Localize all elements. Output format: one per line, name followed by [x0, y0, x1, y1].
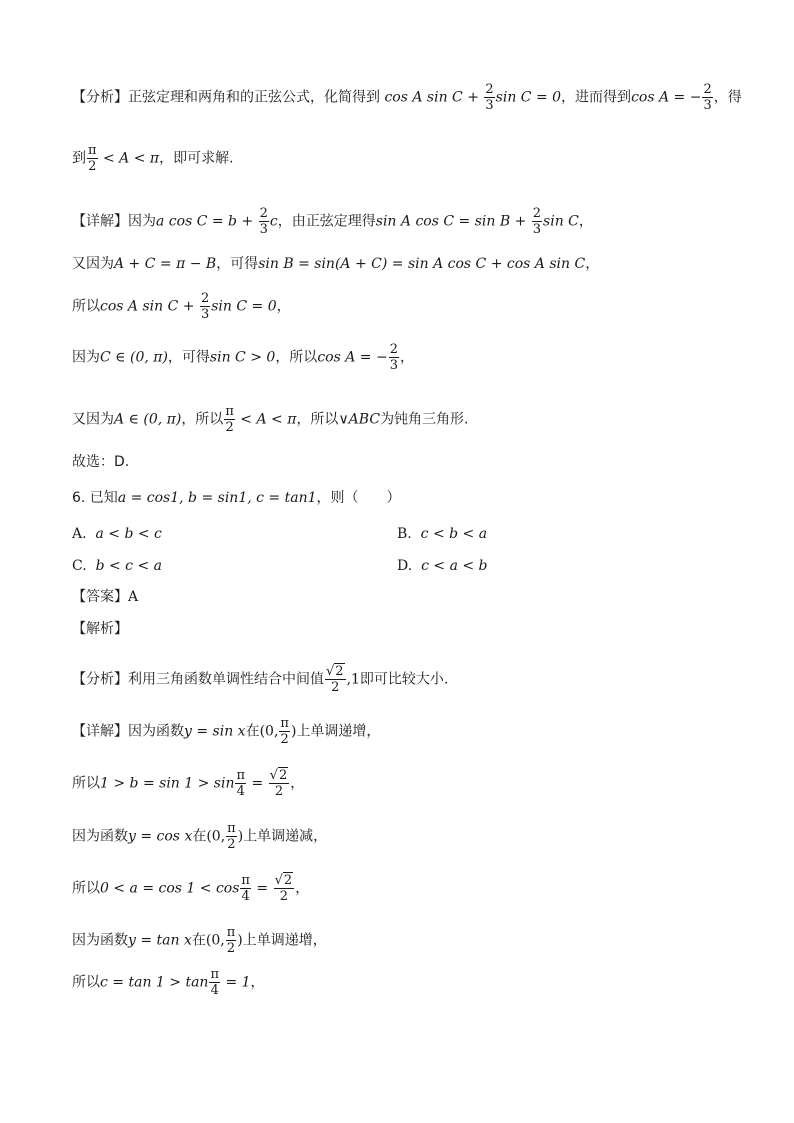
detail-text: 所以	[72, 974, 100, 991]
detail-text: 上单调递增，	[296, 723, 381, 740]
detail2-line-1	[72, 716, 734, 747]
math-expr: C ∈ (0, π)	[100, 349, 168, 366]
detail-text: 在	[245, 723, 260, 740]
fraction: $\frac{√2}{2}$	[274, 873, 293, 904]
math-expr: a cos C = b +	[156, 213, 258, 230]
math-expr: = 1	[221, 974, 251, 991]
analysis-text: ，即可求解.	[159, 150, 234, 167]
detail2-line-3	[72, 821, 734, 852]
question-text: 6. 已知	[72, 490, 118, 506]
math-expr: 1 > b = sin 1 > sin	[100, 775, 235, 792]
math-expr: ∨ABC	[338, 411, 381, 428]
option-label: C.	[72, 558, 87, 574]
fraction: $\frac{2}{3}$	[532, 206, 542, 237]
math-expr: cos A = −	[631, 89, 702, 106]
detail-text: ，	[276, 298, 291, 315]
detail-text: 因为函数	[128, 723, 184, 740]
detail-line-4	[72, 342, 734, 373]
math-expr: =	[251, 880, 273, 897]
detail-text: 所以	[72, 775, 100, 792]
answer-tag: 【答案】	[72, 589, 128, 605]
detail-text: 在	[192, 828, 207, 845]
analysis-text: ,1即可比较大小.	[346, 671, 449, 688]
detail-text: ，	[399, 349, 414, 366]
math-expr: c	[269, 213, 278, 230]
detail-line-5	[72, 404, 734, 435]
analysis-line-2	[72, 143, 734, 174]
detail-text: 所以	[72, 298, 100, 315]
detail-text: ，	[578, 213, 593, 230]
detail-text: 在	[191, 932, 206, 949]
detail-tag: 【详解】	[72, 723, 128, 740]
fraction: $\frac{√2}{2}$	[269, 768, 288, 799]
detail-text: ，可得	[167, 349, 210, 366]
math-expr: y = tan x	[128, 932, 192, 949]
fraction: $\frac{\pi}{2}$	[225, 404, 234, 435]
option-label: B.	[397, 526, 412, 542]
option-a	[72, 524, 162, 544]
detail-text: ，	[250, 974, 265, 991]
detail2-line-5	[72, 925, 734, 956]
detail-text: ，	[290, 775, 305, 792]
fraction: $\frac{2}{3}$	[259, 206, 268, 237]
detail-line-1	[72, 206, 734, 237]
detail-text: ，所以	[296, 411, 339, 428]
detail-text: 所以	[72, 880, 100, 897]
detail-text: 上单调递减，	[243, 828, 328, 845]
option-label: A.	[72, 526, 87, 542]
fraction: $\frac{2}{3}$	[200, 291, 210, 322]
detail-text: ，	[295, 880, 310, 897]
question-text: ，则（ ）	[316, 490, 401, 506]
analysis-text: 到	[72, 150, 86, 167]
detail-text: 因为	[128, 213, 156, 230]
detail2-line-2	[72, 768, 734, 799]
math-expr: < A < π	[235, 411, 297, 428]
fraction: $\frac{\pi}{4}$	[236, 768, 246, 799]
detail-text: 又因为	[72, 411, 114, 428]
fraction: $\frac{\pi}{4}$	[241, 873, 250, 904]
math-expr: (0,	[205, 932, 225, 949]
math-expr: A ∈ (0, π)	[114, 411, 182, 428]
detail-text: ，所以	[181, 411, 224, 428]
analysis-tag: 【分析】	[72, 89, 128, 106]
fraction: $\frac{\pi}{2}$	[280, 716, 289, 747]
math-expr: sin B = sin(A + C) = sin A cos C + cos A sin C	[258, 256, 586, 272]
answer-line	[72, 587, 734, 607]
option-b	[397, 524, 487, 544]
option-d	[397, 556, 488, 576]
option-expr: a < b < c	[95, 526, 162, 542]
fraction: $\frac{2}{3}$	[389, 342, 398, 373]
math-expr: sin C = 0	[495, 89, 562, 106]
detail-text: 又因为	[72, 256, 114, 272]
analysis-text: 正弦定理和两角和的正弦公式，化简得到	[128, 89, 380, 106]
analysis-line-1	[72, 82, 742, 113]
option-c	[72, 556, 162, 576]
detail-text: 因为	[72, 349, 100, 366]
math-expr: )	[290, 723, 297, 740]
fraction: $\frac{2}{3}$	[703, 82, 712, 113]
math-expr: (0,	[206, 828, 226, 845]
math-expr: cos A sin C +	[384, 89, 484, 106]
option-expr: c < b < a	[420, 526, 488, 542]
fraction: $\frac{\pi}{2}$	[227, 821, 236, 852]
detail-text: ，	[585, 256, 600, 272]
detail-text: ，所以	[275, 349, 318, 366]
option-expr: c < a < b	[421, 558, 488, 574]
detail2-line-6	[72, 967, 734, 998]
analysis-tag: 【分析】	[72, 671, 128, 688]
fraction: $\frac{\pi}{4}$	[210, 967, 219, 998]
detail2-line-4	[72, 873, 734, 904]
detail-text: 上单调递增，	[242, 932, 327, 949]
analysis2-line	[72, 664, 734, 695]
option-label: D.	[397, 558, 413, 574]
detail-text: 因为函数	[72, 828, 128, 845]
detail-text: ，由正弦定理得	[277, 213, 376, 230]
math-expr: sin A cos C = sin B +	[375, 213, 531, 230]
math-expr: =	[247, 775, 268, 792]
fraction: $\frac{\pi}{2}$	[226, 925, 236, 956]
detail-text: ，可得	[216, 256, 259, 272]
fraction: $\frac{√2}{2}$	[326, 664, 344, 695]
math-expr: sin C = 0	[211, 298, 277, 315]
math-expr: 0 < a = cos 1 < cos	[100, 880, 240, 897]
jiexi-line	[72, 619, 734, 639]
math-expr: y = cos x	[128, 828, 193, 845]
fraction: $\frac{2}{3}$	[485, 82, 494, 113]
answer-value: A	[128, 589, 139, 605]
math-expr: (0,	[259, 723, 279, 740]
math-expr: cos A = −	[317, 349, 388, 366]
math-expr: a = cos1, b = sin1, c = tan1	[117, 490, 317, 506]
detail-text: 故选：D.	[72, 454, 130, 470]
detail-text: 因为函数	[72, 932, 128, 949]
detail-text: 为钝角三角形.	[380, 411, 469, 428]
question-stem	[72, 488, 734, 508]
detail-line-3	[72, 291, 734, 322]
analysis-text: ，得	[713, 89, 742, 106]
analysis-text: ，进而得到	[561, 89, 632, 106]
math-expr: c = tan 1 > tan	[100, 974, 209, 991]
math-expr: cos A sin C +	[100, 298, 199, 315]
math-expr: )	[237, 932, 243, 949]
detail-conclusion	[72, 452, 734, 472]
math-expr: )	[237, 828, 244, 845]
detail-tag: 【详解】	[72, 213, 128, 230]
jiexi-tag: 【解析】	[72, 621, 128, 637]
math-expr: sin C > 0	[209, 349, 276, 366]
math-expr: A + C = π − B	[114, 256, 217, 272]
analysis-text: 利用三角函数单调性结合中间值	[128, 671, 324, 688]
fraction: $\frac{\pi}{2}$	[88, 143, 97, 174]
math-expr: y = sin x	[184, 723, 246, 740]
option-expr: b < c < a	[95, 558, 162, 574]
detail-line-2	[72, 254, 734, 274]
math-expr: < A < π	[98, 150, 160, 167]
math-expr: sin C	[543, 213, 579, 230]
